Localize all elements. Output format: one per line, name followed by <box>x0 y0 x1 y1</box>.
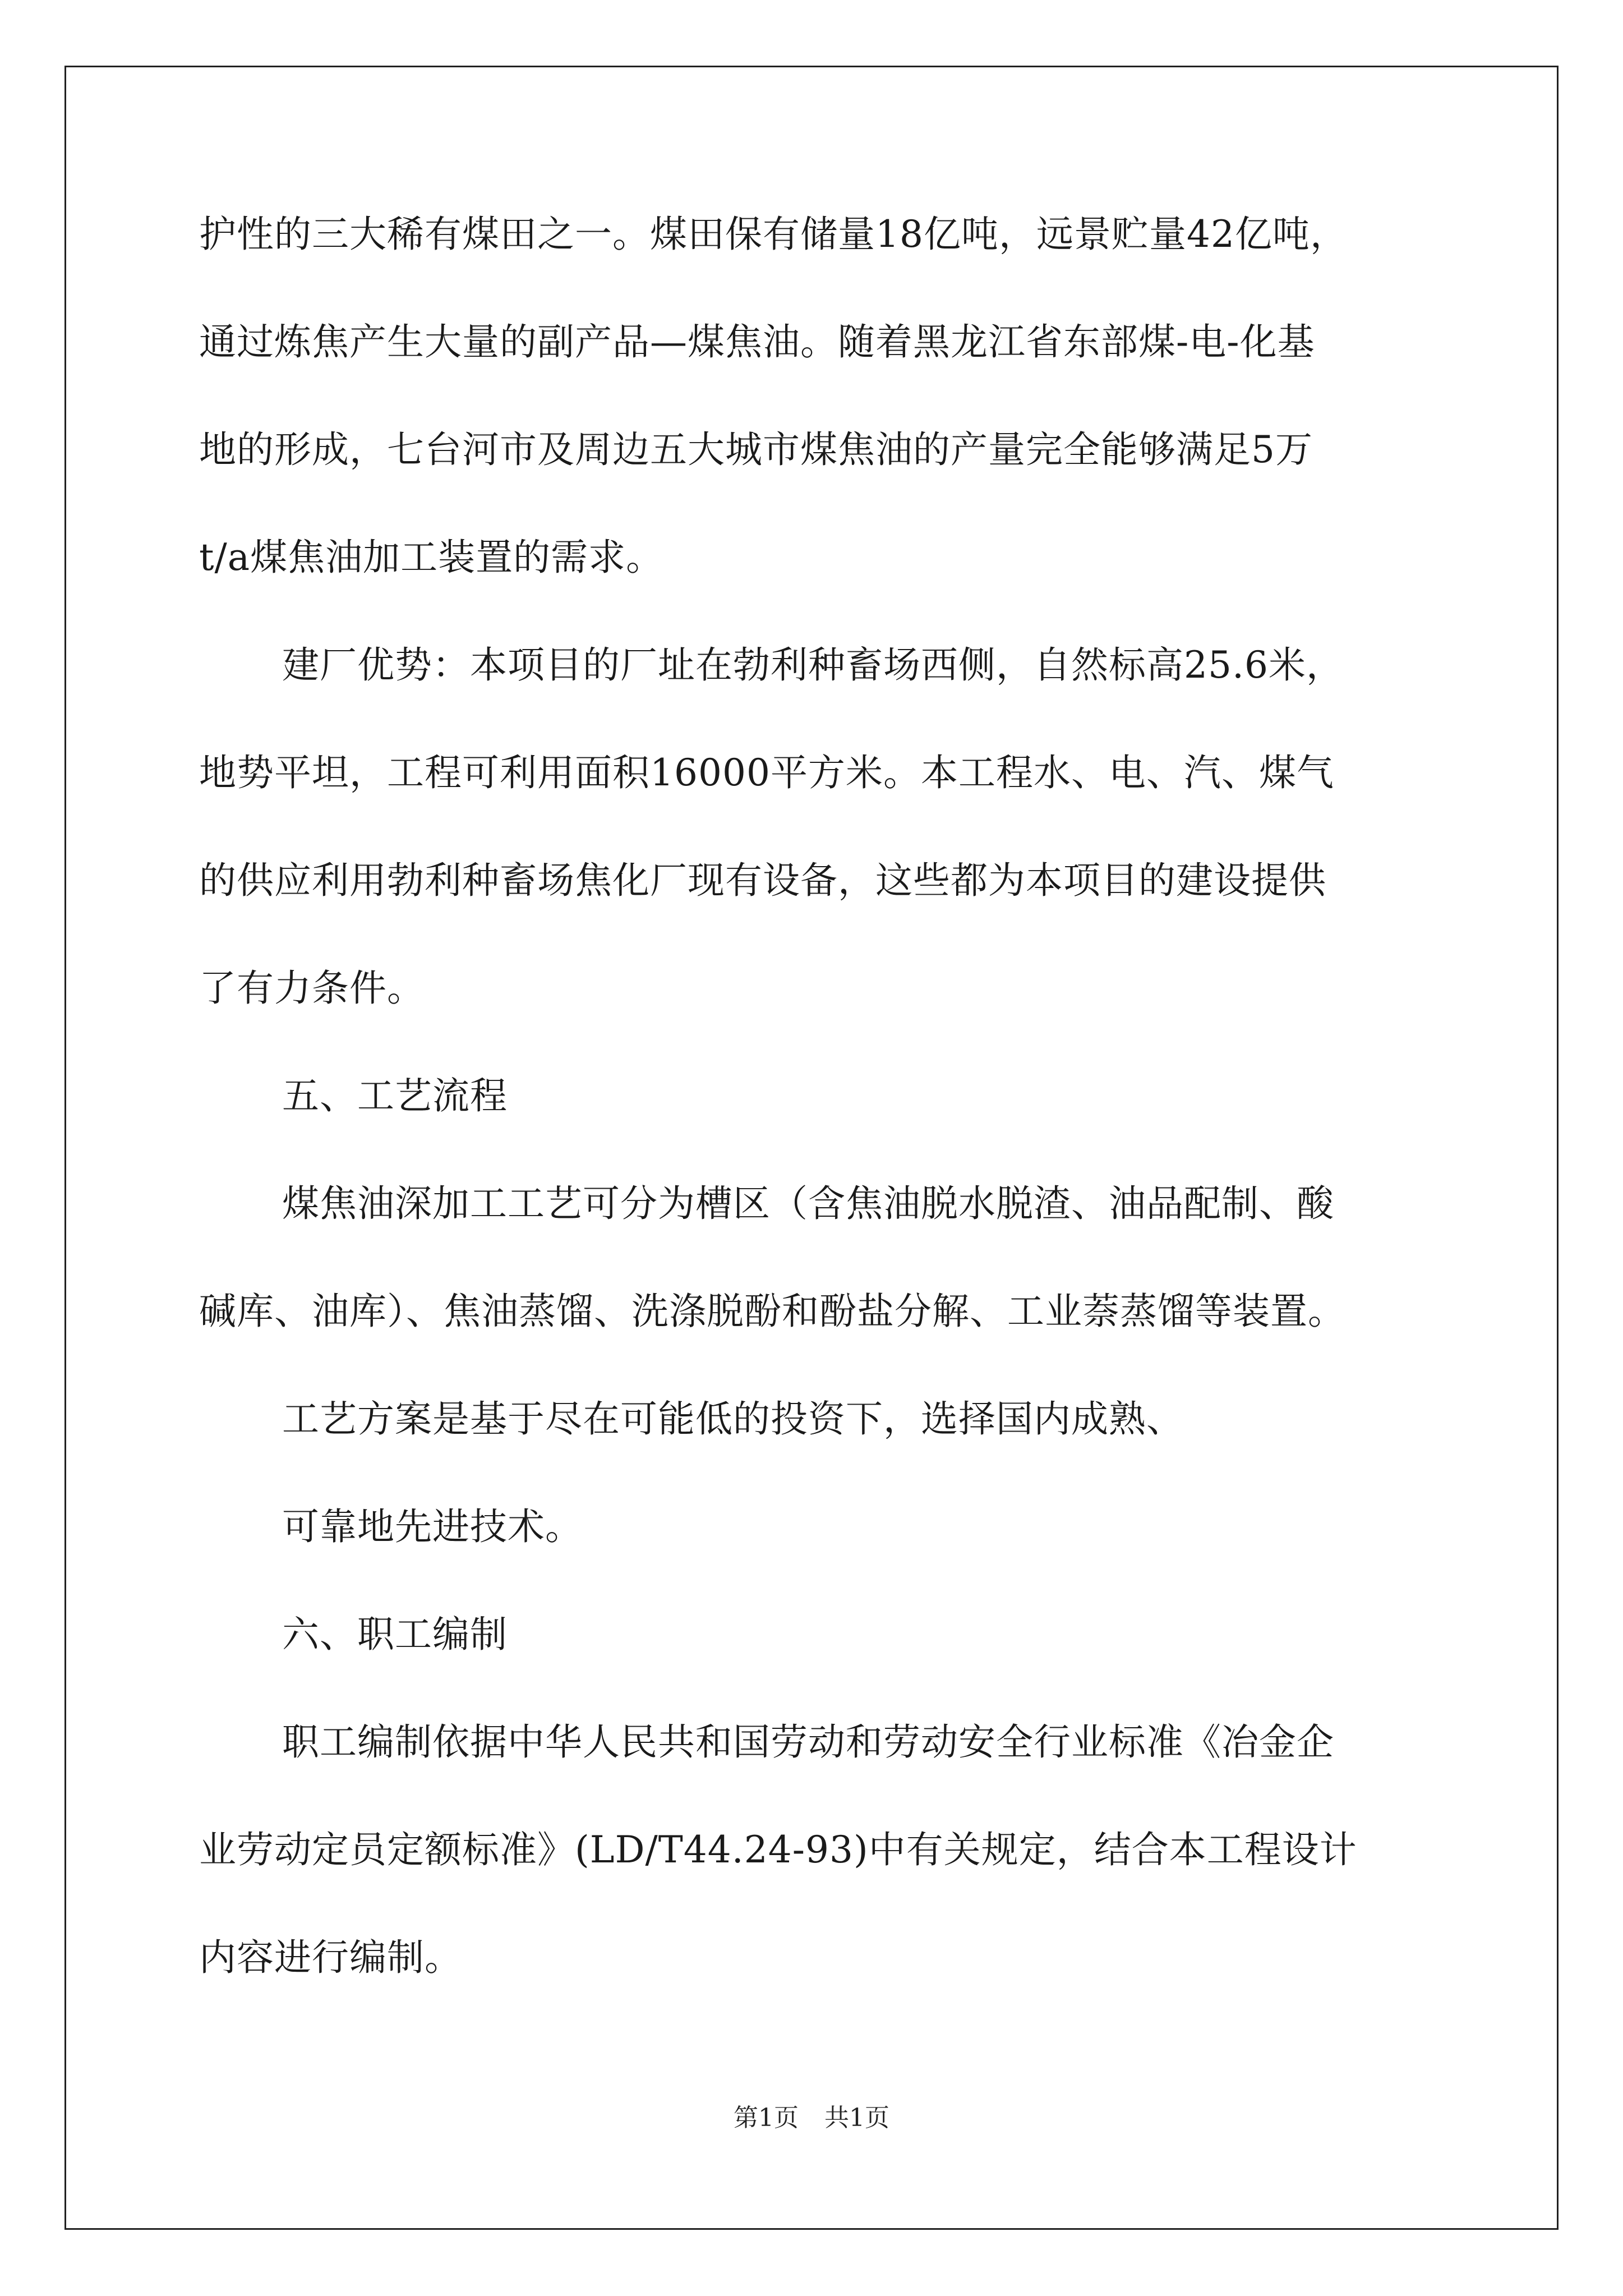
paragraph-start: 职工编制依据中华人民共和国劳动和劳动安全行业标准《冶金企 <box>282 1720 1334 1764</box>
text-line: 了有力条件。 <box>199 967 425 1010</box>
text-line: 的供应利用勃利种畜场焦化厂现有设备，这些都为本项目的建设提供 <box>199 859 1326 902</box>
page-footer <box>0 2102 1623 2134</box>
paragraph-start: 工艺方案是基于尽在可能低的投资下，选择国内成熟、 <box>282 1397 1184 1441</box>
text-line: 通过炼焦产生大量的副产品—煤焦油。随着黑龙江省东部煤-电-化基 <box>199 320 1315 364</box>
text-line: 碱库、油库）、焦油蒸馏、洗涤脱酚和酚盐分解、工业萘蒸馏等装置。 <box>199 1290 1345 1333</box>
text-line: 地势平坦，工程可利用面积16000平方米。本工程水、电、汽、煤气 <box>199 751 1334 794</box>
section-heading: 五、工艺流程 <box>282 1074 508 1117</box>
text-line: 业劳动定员定额标准》(LD/T44.24-93)中有关规定，结合本工程设计 <box>199 1828 1357 1871</box>
paragraph-start: 建厂优势：本项目的厂址在勃利种畜场西侧，自然标高25.6米， <box>282 643 1344 687</box>
section-heading: 六、职工编制 <box>282 1613 508 1656</box>
page-number: 第1页 <box>734 2104 799 2132</box>
text-line: t/a煤焦油加工装置的需求。 <box>199 536 664 579</box>
page-total: 共1页 <box>824 2104 889 2132</box>
text-line: 内容进行编制。 <box>199 1936 462 1979</box>
text-line: 可靠地先进技术。 <box>282 1505 583 1548</box>
page-border <box>64 66 1559 2230</box>
text-line: 地的形成，七台河市及周边五大城市煤焦油的产量完全能够满足5万 <box>199 428 1313 471</box>
paragraph-start: 煤焦油深加工工艺可分为槽区（含焦油脱水脱渣、油品配制、酸 <box>282 1182 1334 1225</box>
text-line: 护性的三大稀有煤田之一。煤田保有储量18亿吨，远景贮量42亿吨， <box>199 213 1348 256</box>
